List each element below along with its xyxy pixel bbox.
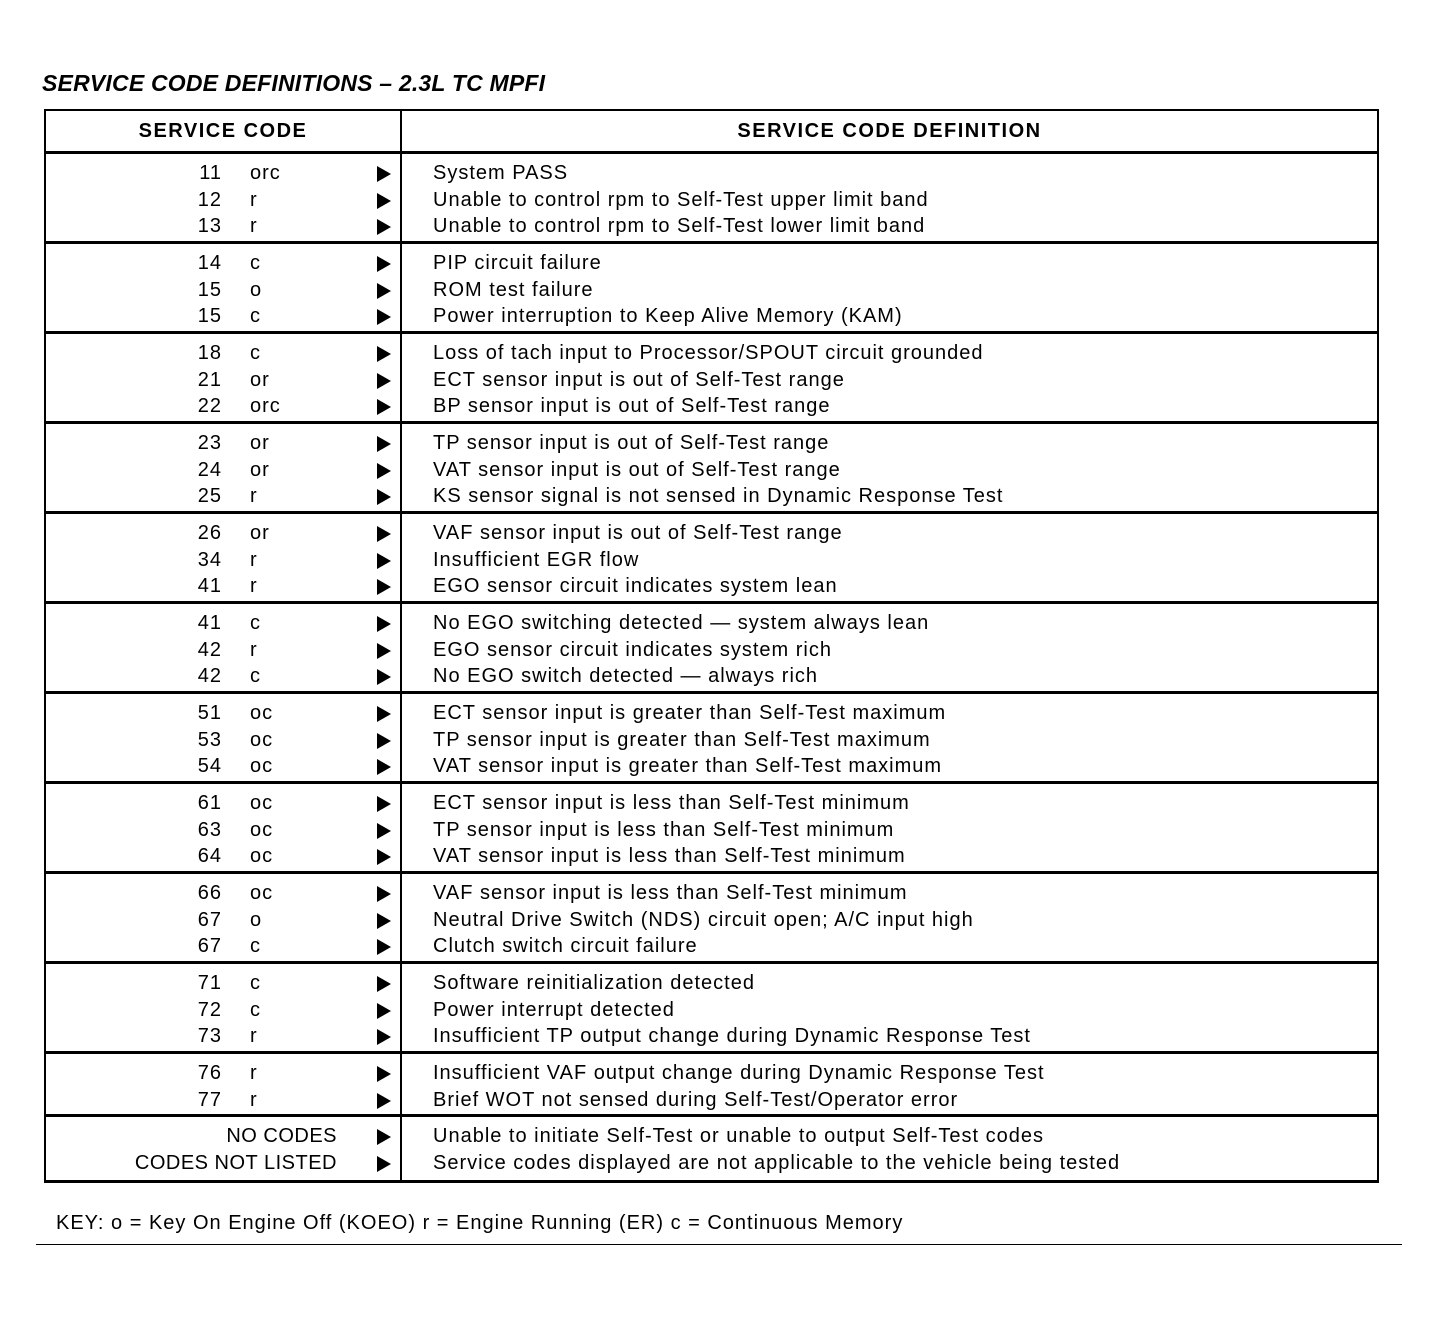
service-code: 61 <box>197 792 222 814</box>
code-definition: ECT sensor input is greater than Self-Test maximum <box>433 702 947 724</box>
arrow-right-icon <box>377 616 391 632</box>
code-test-type: r <box>250 1062 258 1084</box>
arrow-right-icon <box>377 256 391 272</box>
table-row <box>46 788 1377 815</box>
arrow-right-icon <box>377 796 391 812</box>
service-code: 26 <box>197 522 222 544</box>
table-row <box>46 158 1377 185</box>
service-code: 41 <box>197 612 222 634</box>
code-definition: KS sensor signal is not sensed in Dynamic Response Test <box>433 485 1004 507</box>
arrow-right-icon <box>377 579 391 595</box>
code-test-type: c <box>250 665 261 687</box>
service-code: 13 <box>197 215 222 237</box>
table-row <box>46 455 1377 482</box>
code-definition: Service codes displayed are not applicable to the vehicle being tested <box>433 1151 1121 1174</box>
code-group <box>46 514 1377 604</box>
table-row <box>46 725 1377 752</box>
bottom-rule <box>36 1244 1402 1245</box>
service-code: 24 <box>197 458 222 481</box>
service-code: 25 <box>197 485 222 507</box>
arrow-right-icon <box>377 823 391 839</box>
service-code: 21 <box>197 368 222 391</box>
table-row <box>46 905 1377 932</box>
header-service-code-definition: SERVICE CODE DEFINITION <box>737 120 1042 142</box>
code-test-type: r <box>250 485 258 507</box>
code-definition: VAF sensor input is less than Self-Test minimum <box>433 882 908 904</box>
code-definition: ECT sensor input is less than Self-Test minimum <box>433 792 910 814</box>
arrow-right-icon <box>377 733 391 749</box>
table-header <box>46 111 1377 154</box>
table-row <box>46 338 1377 365</box>
arrow-right-icon <box>377 166 391 182</box>
service-code: 54 <box>197 755 222 777</box>
code-group <box>46 604 1377 694</box>
code-definition: ECT sensor input is out of Self-Test range <box>433 368 845 391</box>
code-test-type: or <box>250 432 270 454</box>
table-row <box>46 635 1377 662</box>
service-code: 15 <box>197 305 222 327</box>
table-row <box>46 365 1377 392</box>
code-group <box>46 694 1377 784</box>
code-group <box>46 964 1377 1054</box>
code-test-type: c <box>250 935 261 957</box>
arrow-right-icon <box>377 1066 391 1082</box>
header-service-code: SERVICE CODE <box>138 120 308 142</box>
arrow-right-icon <box>377 1003 391 1019</box>
code-test-type: oc <box>250 702 274 724</box>
arrow-right-icon <box>377 1029 391 1045</box>
service-code: 64 <box>197 845 222 867</box>
service-code: 42 <box>197 638 222 661</box>
code-definition: TP sensor input is less than Self-Test minimum <box>433 818 895 841</box>
code-definition: System PASS <box>433 162 569 184</box>
code-group <box>46 244 1377 334</box>
arrow-right-icon <box>377 399 391 415</box>
key-legend: KEY: o = Key On Engine Off (KOEO) r = Engine Running (ER) c = Continuous Memory <box>56 1212 904 1234</box>
code-definition: ROM test failure <box>433 278 594 301</box>
arrow-right-icon <box>377 309 391 325</box>
code-test-type: oc <box>250 818 274 841</box>
service-code: 71 <box>197 972 222 994</box>
code-test-type: oc <box>250 728 274 751</box>
service-code: NO CODES <box>226 1125 337 1147</box>
arrow-right-icon <box>377 436 391 452</box>
code-test-type: c <box>250 305 261 327</box>
table-row <box>46 1085 1377 1112</box>
arrow-right-icon <box>377 886 391 902</box>
code-test-type: orc <box>250 395 281 417</box>
service-code: 42 <box>197 665 222 687</box>
arrow-right-icon <box>377 346 391 362</box>
code-test-type: orc <box>250 162 281 184</box>
code-definition: Insufficient VAF output change during Dynamic Response Test <box>433 1062 1045 1084</box>
arrow-right-icon <box>377 463 391 479</box>
table-row <box>46 391 1377 418</box>
service-code: CODES NOT LISTED <box>134 1151 337 1174</box>
code-definition: Insufficient TP output change during Dynamic Response Test <box>433 1025 1031 1047</box>
code-definition: TP sensor input is greater than Self-Test maximum <box>433 728 931 751</box>
code-test-type: r <box>250 548 258 571</box>
table-row <box>46 968 1377 995</box>
table-body <box>46 154 1377 1183</box>
code-test-type: r <box>250 215 258 237</box>
table-row <box>46 815 1377 842</box>
code-test-type: c <box>250 972 261 994</box>
code-definition: VAT sensor input is out of Self-Test range <box>433 458 841 481</box>
table-row <box>46 931 1377 958</box>
service-code: 51 <box>197 702 222 724</box>
arrow-right-icon <box>377 643 391 659</box>
service-code: 34 <box>197 548 222 571</box>
arrow-right-icon <box>377 706 391 722</box>
service-code: 11 <box>199 162 222 184</box>
code-test-type: c <box>250 342 261 364</box>
service-code: 72 <box>197 998 222 1021</box>
code-definition: Unable to control rpm to Self-Test upper limit band <box>433 188 929 211</box>
code-definition: Insufficient EGR flow <box>433 548 640 571</box>
code-test-type: oc <box>250 845 274 867</box>
table-row <box>46 751 1377 778</box>
code-group <box>46 424 1377 514</box>
service-code: 76 <box>197 1062 222 1084</box>
code-test-type: oc <box>250 755 274 777</box>
service-code: 67 <box>197 908 222 931</box>
service-code-table <box>44 109 1379 1183</box>
code-test-type: or <box>250 458 270 481</box>
code-definition: Loss of tach input to Processor/SPOUT circuit grounded <box>433 342 984 364</box>
code-test-type: r <box>250 575 258 597</box>
arrow-right-icon <box>377 849 391 865</box>
table-row <box>46 301 1377 328</box>
table-row <box>46 1148 1377 1175</box>
table-row <box>46 211 1377 238</box>
table-row <box>46 841 1377 868</box>
service-code: 23 <box>197 432 222 454</box>
code-group <box>46 1117 1377 1183</box>
service-code: 66 <box>197 882 222 904</box>
arrow-right-icon <box>377 283 391 299</box>
service-code: 14 <box>197 252 222 274</box>
service-code: 77 <box>197 1088 222 1111</box>
table-row <box>46 878 1377 905</box>
code-group <box>46 154 1377 244</box>
table-row <box>46 248 1377 275</box>
code-definition: EGO sensor circuit indicates system lean <box>433 575 838 597</box>
table-row <box>46 1121 1377 1148</box>
code-test-type: r <box>250 1088 258 1111</box>
code-test-type: c <box>250 612 261 634</box>
table-row <box>46 1058 1377 1085</box>
code-definition: Unable to initiate Self-Test or unable to output Self-Test codes <box>433 1125 1044 1147</box>
arrow-right-icon <box>377 373 391 389</box>
arrow-right-icon <box>377 1093 391 1109</box>
arrow-right-icon <box>377 976 391 992</box>
arrow-right-icon <box>377 913 391 929</box>
code-definition: Power interrupt detected <box>433 998 675 1021</box>
code-test-type: c <box>250 252 261 274</box>
code-test-type: r <box>250 188 258 211</box>
code-test-type: r <box>250 1025 258 1047</box>
code-test-type: r <box>250 638 258 661</box>
table-row <box>46 275 1377 302</box>
code-definition: Brief WOT not sensed during Self-Test/Operator error <box>433 1088 959 1111</box>
service-code: 67 <box>197 935 222 957</box>
code-definition: Power interruption to Keep Alive Memory (KAM) <box>433 305 903 327</box>
table-row <box>46 545 1377 572</box>
code-test-type: o <box>250 908 263 931</box>
table-row <box>46 571 1377 598</box>
service-code: 18 <box>197 342 222 364</box>
code-group <box>46 874 1377 964</box>
table-row <box>46 608 1377 635</box>
code-test-type: c <box>250 998 261 1021</box>
code-definition: Clutch switch circuit failure <box>433 935 698 957</box>
arrow-right-icon <box>377 489 391 505</box>
code-group <box>46 334 1377 424</box>
code-definition: PIP circuit failure <box>433 252 602 274</box>
table-row <box>46 185 1377 212</box>
code-group <box>46 1054 1377 1117</box>
service-code: 22 <box>197 395 222 417</box>
code-test-type: or <box>250 368 270 391</box>
code-definition: EGO sensor circuit indicates system rich <box>433 638 832 661</box>
service-code: 15 <box>197 278 222 301</box>
service-code: 73 <box>197 1025 222 1047</box>
table-row <box>46 661 1377 688</box>
service-code: 12 <box>197 188 222 211</box>
code-definition: Software reinitialization detected <box>433 972 755 994</box>
code-definition: VAT sensor input is less than Self-Test minimum <box>433 845 906 867</box>
code-test-type: or <box>250 522 270 544</box>
code-test-type: o <box>250 278 263 301</box>
arrow-right-icon <box>377 526 391 542</box>
code-definition: BP sensor input is out of Self-Test range <box>433 395 831 417</box>
code-definition: VAF sensor input is out of Self-Test range <box>433 522 843 544</box>
code-definition: No EGO switch detected — always rich <box>433 665 819 687</box>
service-code: 41 <box>197 575 222 597</box>
code-definition: Neutral Drive Switch (NDS) circuit open; A/C input high <box>433 908 974 931</box>
arrow-right-icon <box>377 759 391 775</box>
code-definition: TP sensor input is out of Self-Test range <box>433 432 830 454</box>
arrow-right-icon <box>377 193 391 209</box>
arrow-right-icon <box>377 1129 391 1145</box>
code-test-type: oc <box>250 882 274 904</box>
table-row <box>46 698 1377 725</box>
table-row <box>46 995 1377 1022</box>
arrow-right-icon <box>377 669 391 685</box>
table-row <box>46 428 1377 455</box>
arrow-right-icon <box>377 553 391 569</box>
code-definition: No EGO switching detected — system always lean <box>433 612 930 634</box>
table-row <box>46 481 1377 508</box>
arrow-right-icon <box>377 939 391 955</box>
service-code: 63 <box>197 818 222 841</box>
page-title: SERVICE CODE DEFINITIONS – 2.3L TC MPFI <box>42 70 546 96</box>
table-row <box>46 518 1377 545</box>
arrow-right-icon <box>377 1156 391 1172</box>
service-code: 53 <box>197 728 222 751</box>
code-group <box>46 784 1377 874</box>
table-row <box>46 1021 1377 1048</box>
code-definition: Unable to control rpm to Self-Test lower limit band <box>433 215 926 237</box>
arrow-right-icon <box>377 219 391 235</box>
code-definition: VAT sensor input is greater than Self-Test maximum <box>433 755 943 777</box>
code-test-type: oc <box>250 792 274 814</box>
